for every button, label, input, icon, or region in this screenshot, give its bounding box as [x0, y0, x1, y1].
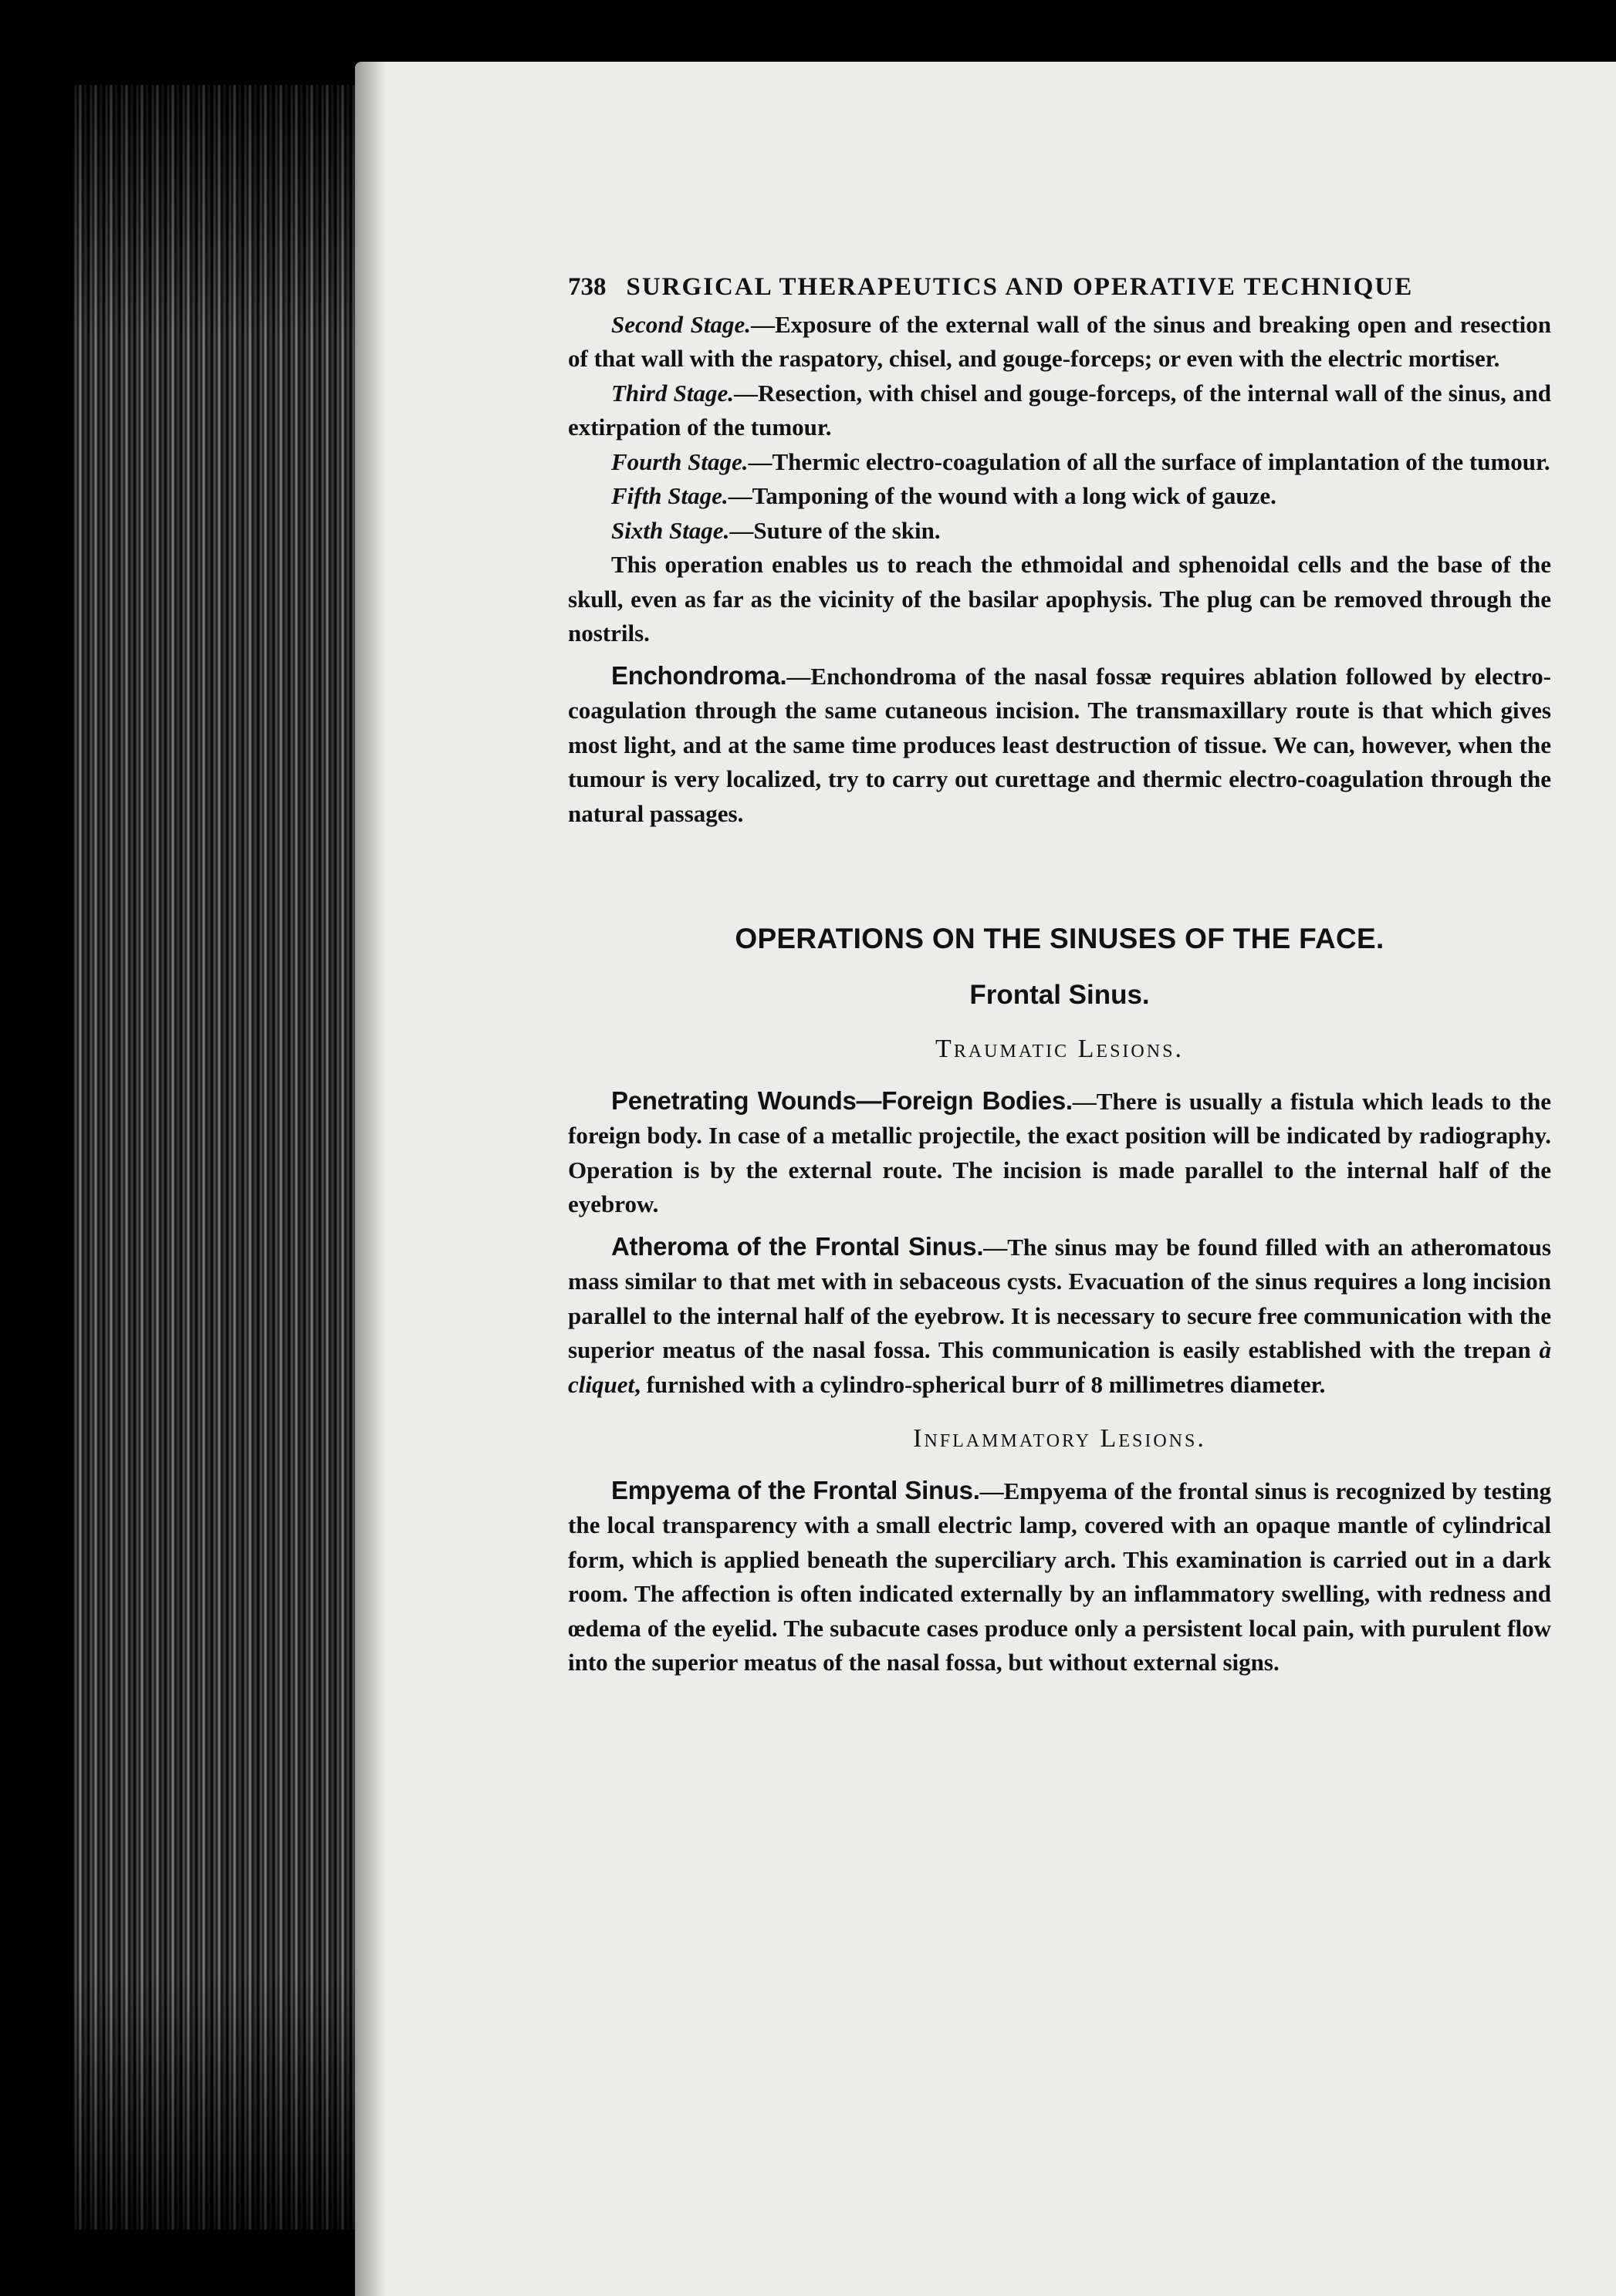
penetrating-text: —There is usually a fistula which leads to the foreign body. In case of a metallic projectile, the exact position will be indicated by radiography. Operation is by the external route. The incision is made parallel to the internal half of the eyebrow. [568, 1087, 1551, 1217]
atheroma-text-after: , furnished with a cylindro-spherical burr of 8 millimetres diameter. [634, 1370, 1326, 1398]
stage-paragraph-6 [568, 514, 1551, 549]
empyema-heading: Empyema of the Frontal Sinus. [611, 1475, 980, 1504]
penetrating-heading-a: Penetrating Wounds [611, 1086, 857, 1115]
running-head [568, 270, 1551, 305]
atheroma-text-before: —The sinus may be found filled with an atheromatous mass similar to that met with in sebaceous cysts. Evacuation of the sinus requires a long incision parallel to the internal half of the eyebrow. It is necessary to secure free communication with the superior meatus of the nasal fossa. This communication is easily established with the trepan [568, 1233, 1551, 1363]
book-page [355, 62, 1616, 2296]
section-title: OPERATIONS ON THE SINUSES OF THE FACE. [735, 923, 1384, 954]
atheroma-italic: à cliquet [568, 1336, 1551, 1398]
stage-label: Sixth Stage. [611, 516, 730, 544]
atheroma-heading: Atheroma of the Frontal Sinus. [611, 1231, 984, 1261]
atheroma-paragraph [568, 1230, 1551, 1403]
penetrating-heading-b: —Foreign Bodies. [856, 1086, 1073, 1115]
stage-text: —Exposure of the external wall of the sinus and breaking open and resection of that wall with the raspatory, chisel, and gouge-forceps; or even with the electric mortiser. [568, 310, 1551, 372]
stage-label: Fourth Stage. [611, 447, 749, 475]
stage-label: Second Stage. [611, 310, 751, 338]
stage-label: Fifth Stage. [611, 482, 729, 509]
page-text [568, 270, 1551, 1680]
stage-paragraph-5 [568, 479, 1551, 514]
stage-paragraph-4 [568, 445, 1551, 480]
stage-paragraph-2 [568, 308, 1551, 376]
stage-text: —Thermic electro-coagulation of all the surface of implantation of the tumour. [748, 447, 1550, 475]
traumatic-lesions-heading: Traumatic Lesions. [935, 1035, 1184, 1063]
enchondroma-paragraph [568, 659, 1551, 832]
operation-note: This operation enables us to reach the ethmoidal and sphenoidal cells and the base of the skull, even as far as the vicinity of the basilar apophysis. The plug can be removed through the nostrils. [568, 551, 1551, 647]
stage-label: Third Stage. [611, 379, 735, 407]
enchondroma-heading: Enchondroma. [611, 660, 787, 690]
page-number: 738 [568, 273, 607, 301]
empyema-text: —Empyema of the frontal sinus is recognized by testing the local transparency with a small electric lamp, covered with an opaque mantle of cylindrical form, which is applied beneath the superciliary arch. This examination is carried out in a dark room. The affection is often indicated externally by an inflammatory swelling, with redness and œdema of the eyelid. The subacute cases produce only a persistent local pain, with purulent flow into the superior meatus of the nasal fossa, but without external signs. [568, 1477, 1551, 1676]
empyema-paragraph [568, 1474, 1551, 1680]
stage-paragraph-3 [568, 376, 1551, 445]
book-page-edges [73, 85, 363, 2230]
inflammatory-lesions-heading: Inflammatory Lesions. [913, 1424, 1206, 1453]
running-title: SURGICAL THERAPEUTICS AND OPERATIVE TECHNIQUE [626, 273, 1414, 301]
subsection-title: Frontal Sinus. [969, 979, 1150, 1010]
penetrating-wounds-paragraph [568, 1084, 1551, 1222]
stage-text: —Resection, with chisel and gouge-forceps, of the internal wall of the sinus, and extirpation of the tumour. [568, 379, 1552, 441]
stage-text: —Suture of the skin. [729, 516, 941, 544]
stage-text: —Tamponing of the wound with a long wick of gauze. [728, 482, 1276, 509]
enchondroma-text: —Enchondroma of the nasal fossæ requires ablation followed by electro-coagulation through the same cutaneous incision. The transmaxillary route is that which gives most light, and at the same time produces least destruction of tissue. We can, however, when the tumour is very localized, try to carry out curettage and thermic electro-coagulation through the natural passages. [568, 662, 1551, 827]
